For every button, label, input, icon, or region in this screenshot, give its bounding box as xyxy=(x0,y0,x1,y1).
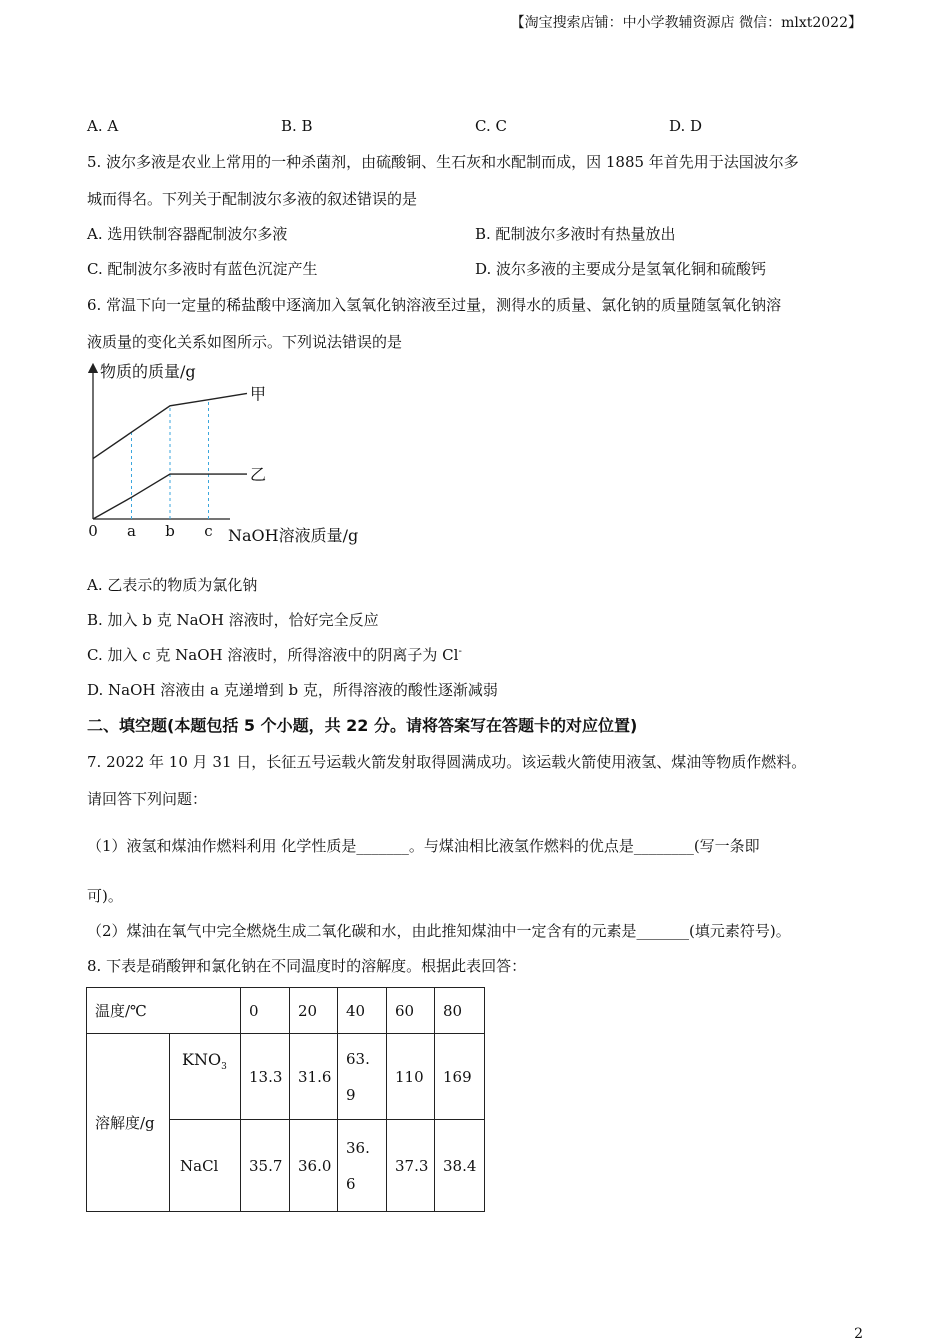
page-number: 2 xyxy=(854,1326,863,1342)
q5-stem-line2: 城而得名。下列关于配制波尔多液的叙述错误的是 xyxy=(87,190,418,208)
kno3-value: 13.3 xyxy=(241,1034,290,1120)
q4-option-a: A. A xyxy=(87,117,119,135)
q7-part1-line1: （1）液氢和煤油作燃料利用 化学性质是_______。与煤油相比液氢作燃料的优点是________(写一条即 xyxy=(87,837,760,855)
table-header-row xyxy=(87,988,485,1034)
chloride-superscript: - xyxy=(458,646,462,657)
kno3-value: 169 xyxy=(435,1034,485,1120)
q5-option-c: C. 配制波尔多液时有蓝色沉淀产生 xyxy=(87,260,318,278)
kno3-value: 110 xyxy=(387,1034,435,1120)
nacl-value: 38.4 xyxy=(435,1120,485,1212)
q7-stem-line1: 7. 2022 年 10 月 31 日，长征五号运载火箭发射取得圆满成功。该运载火箭使用液氢、煤油等物质作燃料。 xyxy=(87,753,807,771)
q7-part2: （2）煤油在氧气中完全燃烧生成二氧化碳和水，由此推知煤油中一定含有的元素是_______(填元素符号)。 xyxy=(87,922,791,940)
q6-option-a: A. 乙表示的物质为氯化钠 xyxy=(87,576,258,594)
kno3-label-cell xyxy=(170,1034,241,1120)
kno3-value: 63.9 xyxy=(338,1034,387,1120)
y-axis-label: 物质的质量/g xyxy=(100,362,196,381)
solubility-label-cell: 溶解度/g xyxy=(87,1034,170,1212)
q6-stem-line2: 液质量的变化关系如图所示。下列说法错误的是 xyxy=(87,333,403,351)
temp-label-cell: 温度/℃ xyxy=(87,988,241,1034)
q5-option-d: D. 波尔多液的主要成分是氢氧化铜和硫酸钙 xyxy=(475,260,767,278)
q5-stem-line1: 5. 波尔多液是农业上常用的一种杀菌剂，由硫酸铜、生石灰和水配制而成，因 1885 年首先用于法国波尔多 xyxy=(87,153,799,171)
q7-stem-line2: 请回答下列问题： xyxy=(87,790,208,808)
q4-option-c: C. C xyxy=(475,117,507,135)
nacl-value: 35.7 xyxy=(241,1120,290,1212)
q8-stem: 8. 下表是硝酸钾和氯化钠在不同温度时的溶解度。根据此表回答： xyxy=(87,957,527,975)
kno3-value: 31.6 xyxy=(290,1034,338,1120)
q6-option-d: D. NaOH 溶液由 a 克递增到 b 克，所得溶液的酸性逐渐减弱 xyxy=(87,681,498,699)
series-label-1: 乙 xyxy=(250,465,267,485)
temp-cell: 80 xyxy=(435,988,485,1034)
page-header: 【淘宝搜索店铺：中小学教辅资源店 微信：mlxt2022】 xyxy=(510,15,862,31)
kno3-subscript: 3 xyxy=(221,1062,227,1073)
series-label-0: 甲 xyxy=(250,384,267,404)
nacl-value: 36.6 xyxy=(338,1120,387,1212)
q7-part1-line2: 可)。 xyxy=(87,887,123,905)
q6-option-c-text: C. 加入 c 克 NaOH 溶液时，所得溶液中的阴离子为 Cl xyxy=(87,646,459,664)
q6-option-b: B. 加入 b 克 NaOH 溶液时，恰好完全反应 xyxy=(87,611,379,629)
q5-option-b: B. 配制波尔多液时有热量放出 xyxy=(475,225,676,243)
table-row-kno3 xyxy=(87,1034,485,1120)
q4-option-b: B. B xyxy=(281,117,313,135)
x-tick-label: a xyxy=(127,522,136,540)
x-tick-label: c xyxy=(204,522,213,540)
temp-cell: 40 xyxy=(338,988,387,1034)
q5-option-a: A. 选用铁制容器配制波尔多液 xyxy=(87,225,288,243)
q6-stem-line1: 6. 常温下向一定量的稀盐酸中逐滴加入氢氧化钠溶液至过量，测得水的质量、氯化钠的质量随氢氧化钠溶 xyxy=(87,296,782,314)
q6-option-c xyxy=(87,644,462,665)
nacl-value: 36.0 xyxy=(290,1120,338,1212)
x-axis-label: NaOH溶液质量/g xyxy=(228,526,359,545)
x-tick-label: 0 xyxy=(88,522,98,540)
solubility-table xyxy=(86,987,485,1212)
temp-cell: 60 xyxy=(387,988,435,1034)
x-tick-label: b xyxy=(165,522,175,540)
nacl-value: 37.3 xyxy=(387,1120,435,1212)
temp-cell: 20 xyxy=(290,988,338,1034)
section2-title: 二、填空题(本题包括 5 个小题，共 22 分。请将答案写在答题卡的对应位置) xyxy=(87,716,638,735)
temp-cell: 0 xyxy=(241,988,290,1034)
nacl-label: NaCl xyxy=(170,1120,241,1212)
q4-option-d: D. D xyxy=(669,117,703,135)
kno3-label: KNO xyxy=(182,1050,222,1069)
q6-chart xyxy=(80,360,380,550)
